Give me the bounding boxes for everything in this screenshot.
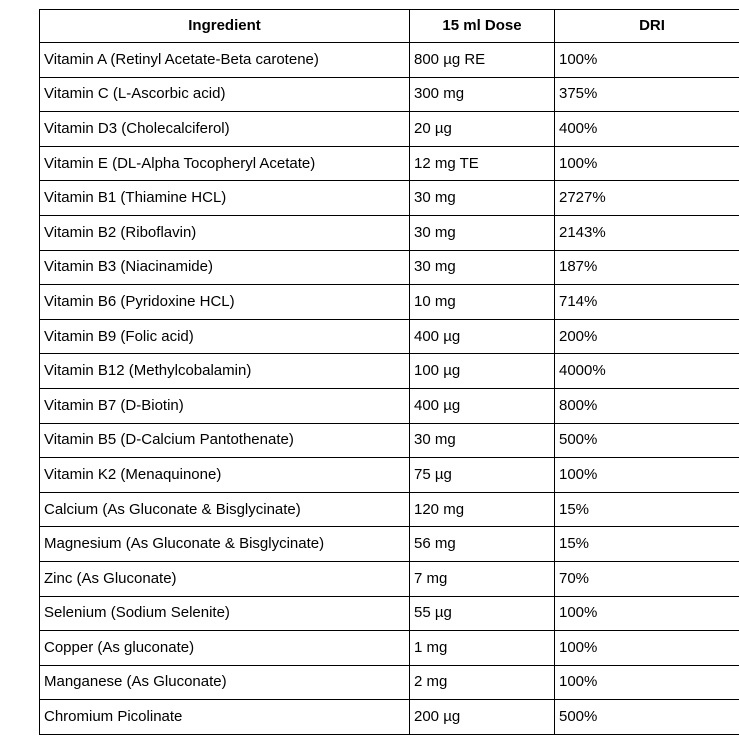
dose-cell: 7 mg — [410, 561, 555, 596]
dose-cell: 55 µg — [410, 596, 555, 631]
ingredient-cell: Selenium (Sodium Selenite) — [40, 596, 410, 631]
dri-cell: 4000% — [555, 354, 739, 389]
dose-cell: 2 mg — [410, 665, 555, 700]
dose-cell: 20 µg — [410, 112, 555, 147]
table-row — [40, 146, 739, 181]
table-row — [40, 388, 739, 423]
header-dose: 15 ml Dose — [410, 10, 555, 43]
dose-cell: 75 µg — [410, 458, 555, 493]
dose-cell: 100 µg — [410, 354, 555, 389]
table-row — [40, 423, 739, 458]
table-row — [40, 77, 739, 112]
dose-cell: 10 mg — [410, 285, 555, 320]
ingredient-cell: Chromium Picolinate — [40, 700, 410, 735]
table-body — [40, 43, 739, 735]
dose-cell: 300 mg — [410, 77, 555, 112]
header-ingredient: Ingredient — [40, 10, 410, 43]
dose-cell: 400 µg — [410, 388, 555, 423]
table-row — [40, 319, 739, 354]
ingredient-cell: Vitamin B7 (D-Biotin) — [40, 388, 410, 423]
dri-cell: 200% — [555, 319, 739, 354]
table-row — [40, 596, 739, 631]
ingredient-cell: Vitamin B1 (Thiamine HCL) — [40, 181, 410, 216]
table-row — [40, 700, 739, 735]
dri-cell: 500% — [555, 423, 739, 458]
dose-cell: 120 mg — [410, 492, 555, 527]
ingredient-cell: Manganese (As Gluconate) — [40, 665, 410, 700]
dose-cell: 30 mg — [410, 181, 555, 216]
ingredient-cell: Vitamin B5 (D-Calcium Pantothenate) — [40, 423, 410, 458]
dri-cell: 400% — [555, 112, 739, 147]
ingredient-cell: Magnesium (As Gluconate & Bisglycinate) — [40, 527, 410, 562]
ingredient-cell: Vitamin E (DL-Alpha Tocopheryl Acetate) — [40, 146, 410, 181]
header-dri: DRI — [555, 10, 739, 43]
table-row — [40, 112, 739, 147]
table-row — [40, 665, 739, 700]
ingredient-cell: Calcium (As Gluconate & Bisglycinate) — [40, 492, 410, 527]
table-row — [40, 354, 739, 389]
table-header-row — [40, 10, 739, 43]
dri-cell: 800% — [555, 388, 739, 423]
table-row — [40, 285, 739, 320]
dri-cell: 100% — [555, 665, 739, 700]
dose-cell: 30 mg — [410, 423, 555, 458]
ingredient-cell: Vitamin D3 (Cholecalciferol) — [40, 112, 410, 147]
ingredient-cell: Vitamin B6 (Pyridoxine HCL) — [40, 285, 410, 320]
dri-cell: 70% — [555, 561, 739, 596]
dose-cell: 30 mg — [410, 250, 555, 285]
ingredient-cell: Zinc (As Gluconate) — [40, 561, 410, 596]
dri-cell: 2143% — [555, 215, 739, 250]
dri-cell: 15% — [555, 527, 739, 562]
ingredient-cell: Vitamin B9 (Folic acid) — [40, 319, 410, 354]
ingredient-cell: Vitamin K2 (Menaquinone) — [40, 458, 410, 493]
table-row — [40, 492, 739, 527]
table-row — [40, 527, 739, 562]
dose-cell: 30 mg — [410, 215, 555, 250]
dri-cell: 187% — [555, 250, 739, 285]
table-row — [40, 631, 739, 666]
dri-cell: 714% — [555, 285, 739, 320]
ingredient-cell: Vitamin C (L-Ascorbic acid) — [40, 77, 410, 112]
dri-cell: 15% — [555, 492, 739, 527]
nutrition-table — [39, 9, 739, 735]
dri-cell: 100% — [555, 146, 739, 181]
dose-cell: 800 µg RE — [410, 43, 555, 78]
dose-cell: 12 mg TE — [410, 146, 555, 181]
table-row — [40, 215, 739, 250]
dri-cell: 2727% — [555, 181, 739, 216]
table-row — [40, 250, 739, 285]
dose-cell: 200 µg — [410, 700, 555, 735]
ingredient-cell: Copper (As gluconate) — [40, 631, 410, 666]
dri-cell: 100% — [555, 458, 739, 493]
ingredient-cell: Vitamin B12 (Methylcobalamin) — [40, 354, 410, 389]
ingredient-cell: Vitamin B3 (Niacinamide) — [40, 250, 410, 285]
table-row — [40, 181, 739, 216]
dose-cell: 56 mg — [410, 527, 555, 562]
table-row — [40, 561, 739, 596]
dri-cell: 500% — [555, 700, 739, 735]
dri-cell: 100% — [555, 596, 739, 631]
ingredient-cell: Vitamin A (Retinyl Acetate-Beta carotene) — [40, 43, 410, 78]
nutrition-table-container — [39, 9, 739, 735]
table-row — [40, 458, 739, 493]
dose-cell: 1 mg — [410, 631, 555, 666]
dri-cell: 100% — [555, 631, 739, 666]
dri-cell: 375% — [555, 77, 739, 112]
dri-cell: 100% — [555, 43, 739, 78]
ingredient-cell: Vitamin B2 (Riboflavin) — [40, 215, 410, 250]
table-row — [40, 43, 739, 78]
dose-cell: 400 µg — [410, 319, 555, 354]
